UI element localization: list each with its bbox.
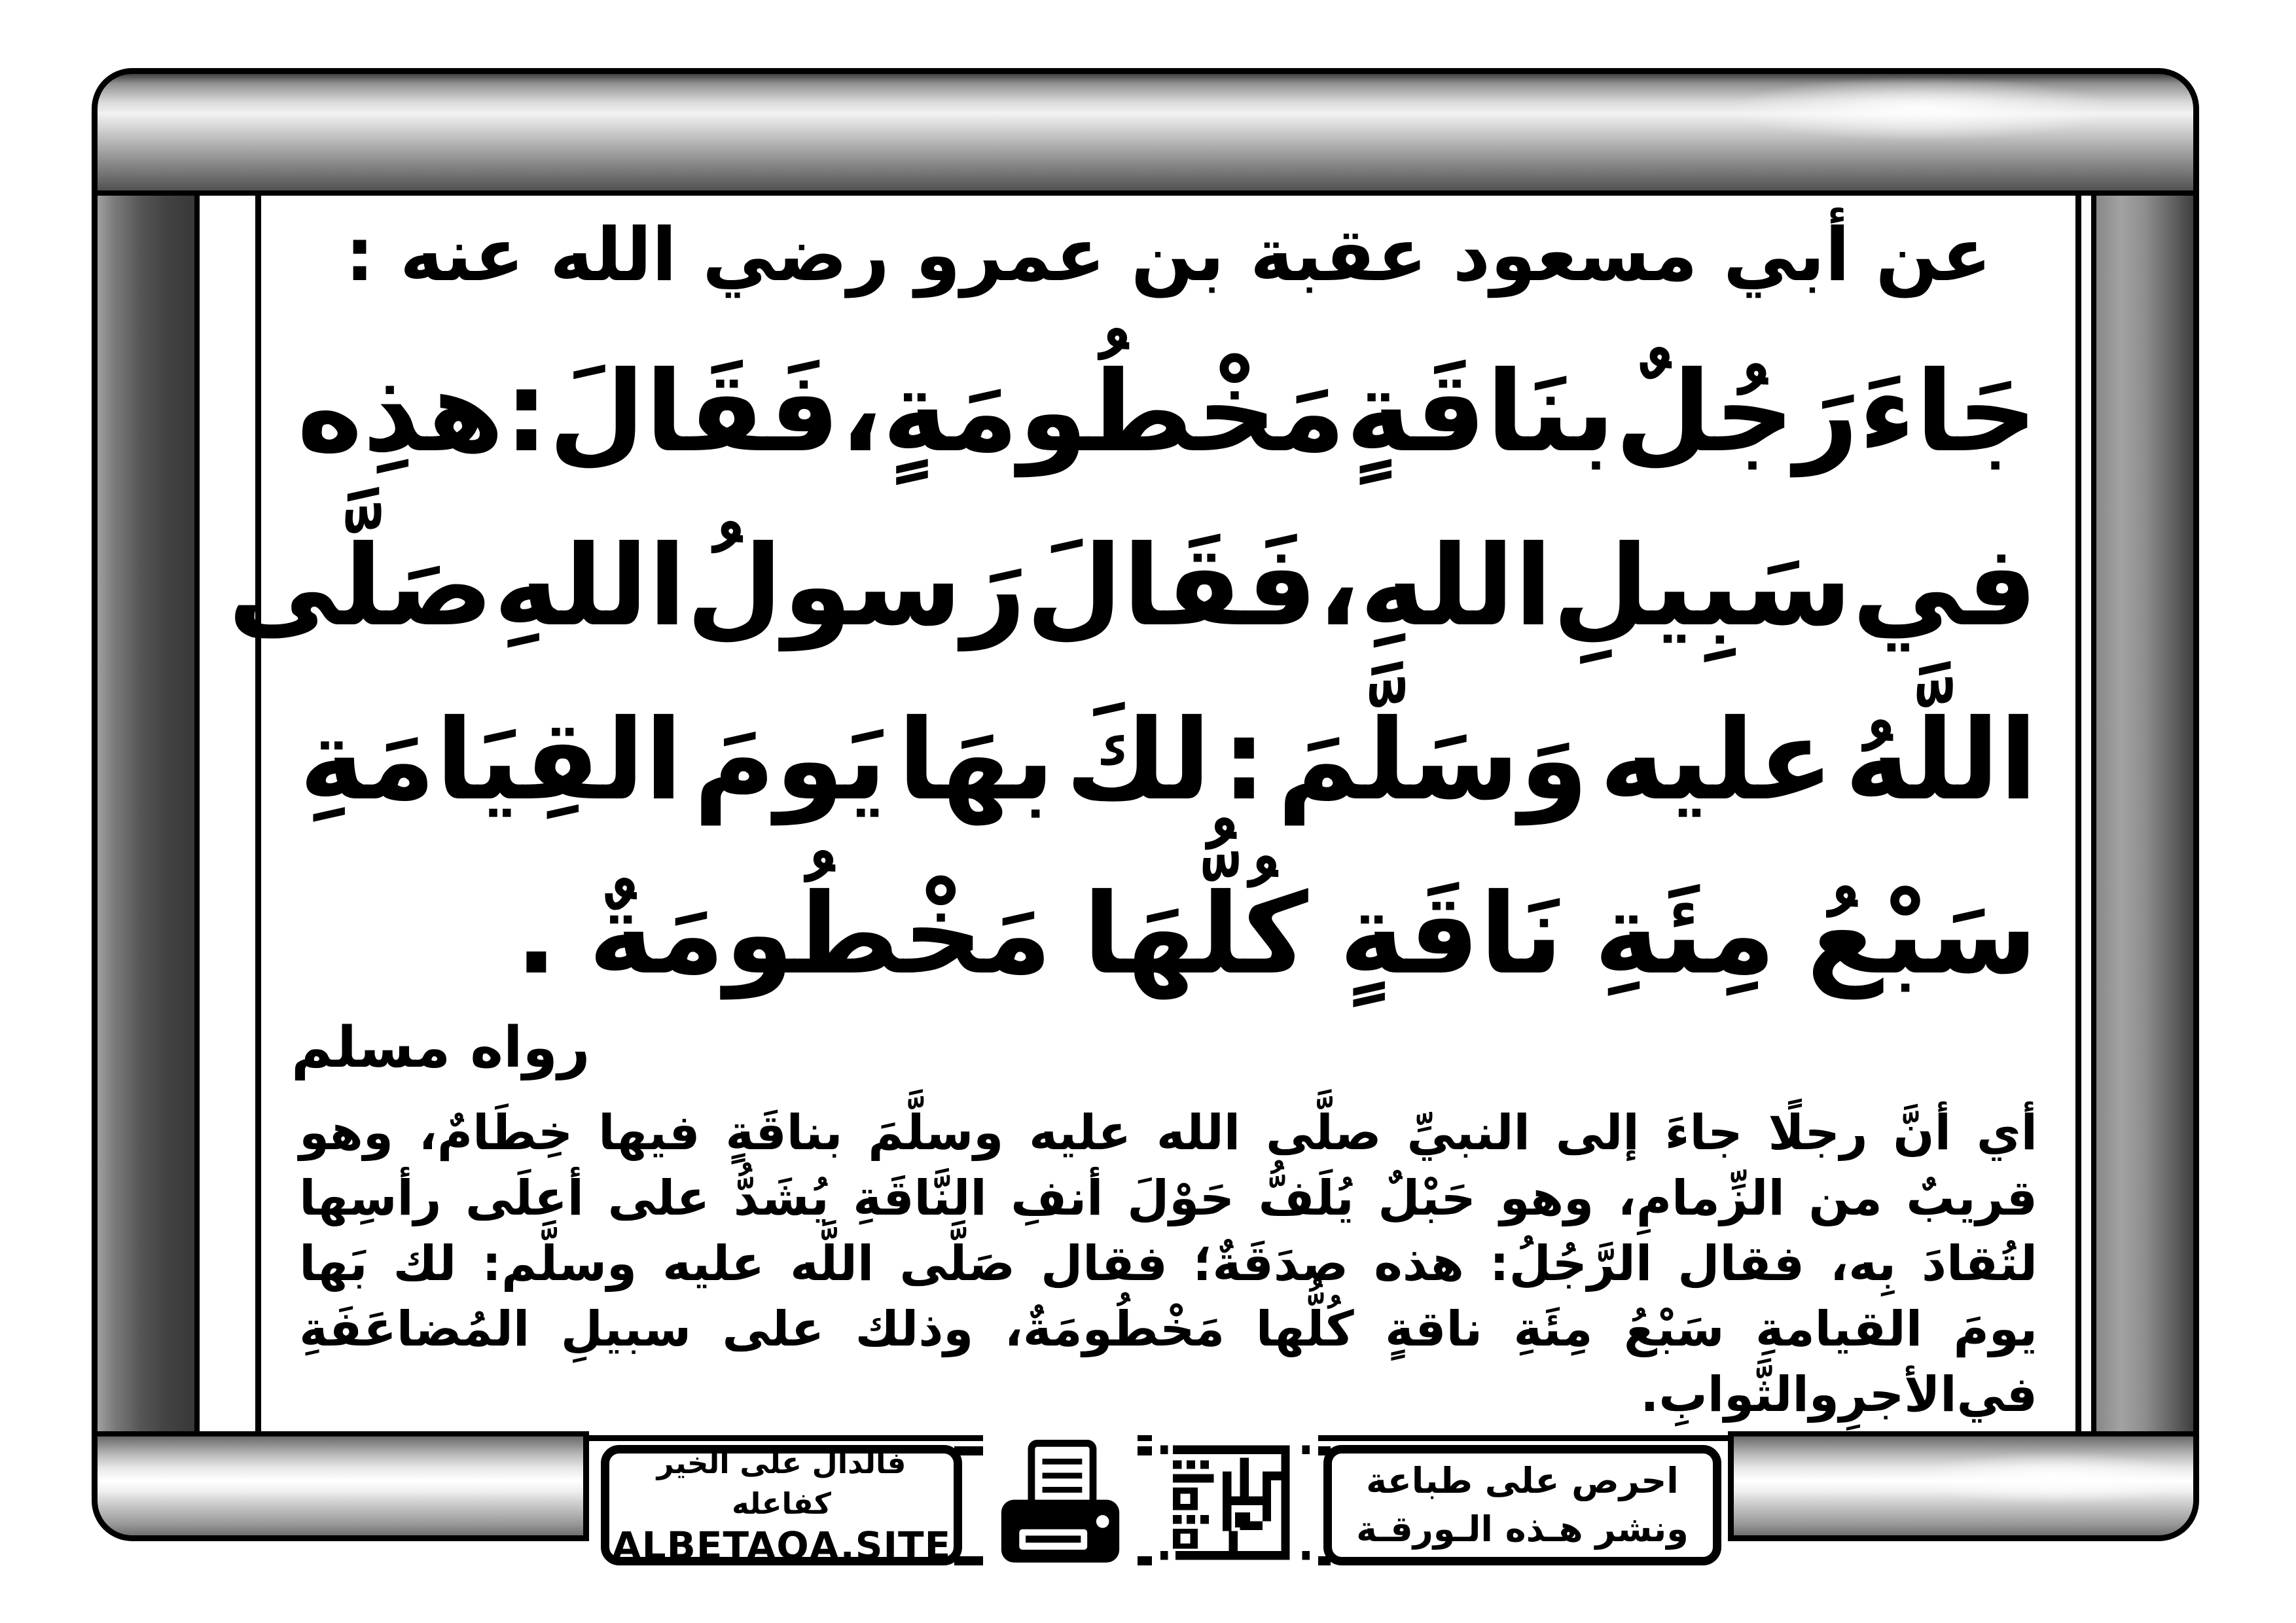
word: لكَ (1066, 696, 1211, 825)
word: يَومَ (693, 696, 887, 825)
frame-bottom-bar-right (1728, 1431, 2199, 1541)
word: عليه (1029, 1105, 1132, 1161)
word: نَاقَةٍ (1339, 870, 1564, 999)
word: اللهِ (493, 522, 687, 651)
word: والثَّوابِ. (1640, 1366, 1839, 1423)
word: مَخْطُومَةٌ (588, 870, 1052, 999)
explanation-line-3 (299, 1231, 2037, 1296)
word: مَخْطُومَةٍ (882, 348, 1346, 477)
word: سَبِيلِ (1552, 522, 1852, 651)
word: خِطَامٌ، (418, 1105, 573, 1161)
word: فَقَالَ (548, 348, 840, 477)
word: جاءَ (1664, 1105, 1743, 1161)
footer-motto: فالدال على الخير كفاعله (656, 1446, 906, 1521)
word: في (1956, 1366, 2037, 1423)
explanation-line-2 (299, 1166, 2037, 1231)
word: هذِه (296, 348, 505, 477)
word: سبيلِ (560, 1301, 691, 1357)
word: رأسِها (299, 1170, 442, 1226)
printer-cell (983, 1432, 1138, 1575)
word: بِه، (1830, 1236, 1896, 1292)
word: مِئَةِ (1594, 870, 1776, 999)
hadith-text (228, 325, 2075, 1022)
word: أنفِ (1011, 1170, 1103, 1226)
word: فقال (1677, 1236, 1805, 1292)
word: حَبْلٌ (1378, 1170, 1476, 1226)
word: بهَا (897, 696, 1055, 825)
word: : (1221, 696, 1266, 825)
word: من (1808, 1170, 1882, 1226)
explanation-line-4 (299, 1296, 2037, 1362)
word: يُلَفُّ (1258, 1170, 1354, 1226)
word: كُلُّها (1255, 1301, 1354, 1357)
word: رَجُلٌ (1615, 348, 1859, 477)
explanation-text (261, 1100, 2075, 1427)
footer-motto-box (601, 1445, 962, 1568)
content-card (228, 185, 2081, 1441)
site-name: ALBETAQA.SITE (611, 1524, 952, 1568)
word: صَلَّى (899, 1236, 1015, 1292)
word: حَوْلَ (1127, 1170, 1235, 1226)
word: اللَّهُ (1844, 696, 2037, 825)
printer-icon (996, 1439, 1124, 1567)
word: وهو (1499, 1170, 1594, 1226)
word: النبيِّ (1407, 1105, 1530, 1161)
square-kufic-logo (1160, 1440, 1310, 1565)
footer-print-box (1323, 1445, 1721, 1565)
word: سَبْعُ (1623, 1301, 1725, 1357)
word: اللهِ (1359, 522, 1552, 651)
word: وسلَّم: (482, 1236, 637, 1292)
word: فقال (1041, 1236, 1168, 1292)
word: الرَّجُلُ: (1490, 1236, 1653, 1292)
isnad-header: عن أبي مسعود عقبة بن عمرو رضي الله عنه : (345, 213, 1992, 298)
word: المُضاعَفَةِ (299, 1301, 530, 1357)
word: مِئَةِ (1513, 1301, 1593, 1357)
word: اللَّه (790, 1236, 874, 1292)
word: عليه (1599, 696, 1834, 825)
word: . (515, 870, 558, 999)
word: عليه (662, 1236, 764, 1292)
print-advice-line-2: ونشر هـذه الـورقـة (1356, 1508, 1689, 1550)
frame-top-bar (92, 68, 2199, 196)
word: الله (1156, 1105, 1241, 1161)
word: على (722, 1301, 825, 1357)
word: الأجرِ (1839, 1366, 1957, 1423)
word: القيامةِ (1755, 1301, 1923, 1357)
word: أعلَى (465, 1170, 584, 1226)
word: فيها (598, 1105, 700, 1161)
word: وذلك (855, 1301, 974, 1357)
word: النَّاقَةِ (853, 1170, 987, 1226)
word: جَاءَ (1858, 348, 2037, 477)
logo-cell (1152, 1433, 1318, 1572)
word: : (504, 348, 549, 477)
word: رجلًا (1768, 1105, 1868, 1161)
word: إلى (1555, 1105, 1640, 1161)
word: ناقةٍ (1385, 1301, 1483, 1357)
narrator-credit: رواه مسلم (291, 1015, 590, 1080)
word: وسلَّمَ (868, 1105, 1004, 1161)
word: لتُقادَ (1921, 1236, 2037, 1292)
explanation-line-5 (299, 1362, 2037, 1427)
word: وَسَلَّمَ (1277, 696, 1589, 825)
frame-bottom-bar-left (92, 1431, 589, 1541)
hadith-line-4 (477, 847, 2075, 1022)
word: صدَقَةٌ؛ (1193, 1236, 1349, 1292)
word: كُلُّهَا (1083, 870, 1308, 999)
word: في (1852, 522, 2037, 651)
word: القِيَامَةِ (299, 696, 683, 825)
word: مَخْطُومَةٌ، (1004, 1301, 1225, 1357)
print-advice-line-1: احرص على طباعة (1366, 1460, 1679, 1501)
frame-right-bar (2091, 195, 2199, 1442)
word: فَقَالَ (1026, 522, 1318, 651)
word: بناقَةٍ (725, 1105, 843, 1161)
word: وهو (299, 1105, 393, 1161)
explanation-line-1 (299, 1100, 2037, 1166)
hadith-line-3 (261, 673, 2075, 847)
word: ، (840, 348, 882, 477)
word: ، (1317, 522, 1360, 651)
word: أي (1976, 1105, 2037, 1161)
word: رَسولُ (686, 522, 1026, 651)
word: بنَاقَةٍ (1346, 348, 1615, 477)
word: على (607, 1170, 710, 1226)
word: سَبْعُ (1806, 870, 2037, 999)
word: قريبٌ (1906, 1170, 2037, 1226)
hadith-line-1 (261, 325, 2075, 499)
word: يومَ (1953, 1301, 2037, 1357)
word: الزِّمامِ، (1617, 1170, 1785, 1226)
hadith-line-2 (228, 499, 2075, 673)
word: صَلَّى (228, 522, 493, 651)
word: هذه (1374, 1236, 1464, 1292)
frame-left-bar (92, 195, 200, 1442)
word: صلَّى (1265, 1105, 1382, 1161)
word: أنَّ (1893, 1105, 1951, 1161)
word: لك (393, 1236, 457, 1292)
word: بَها (299, 1236, 368, 1292)
word: يُشَدُّ (733, 1170, 829, 1226)
